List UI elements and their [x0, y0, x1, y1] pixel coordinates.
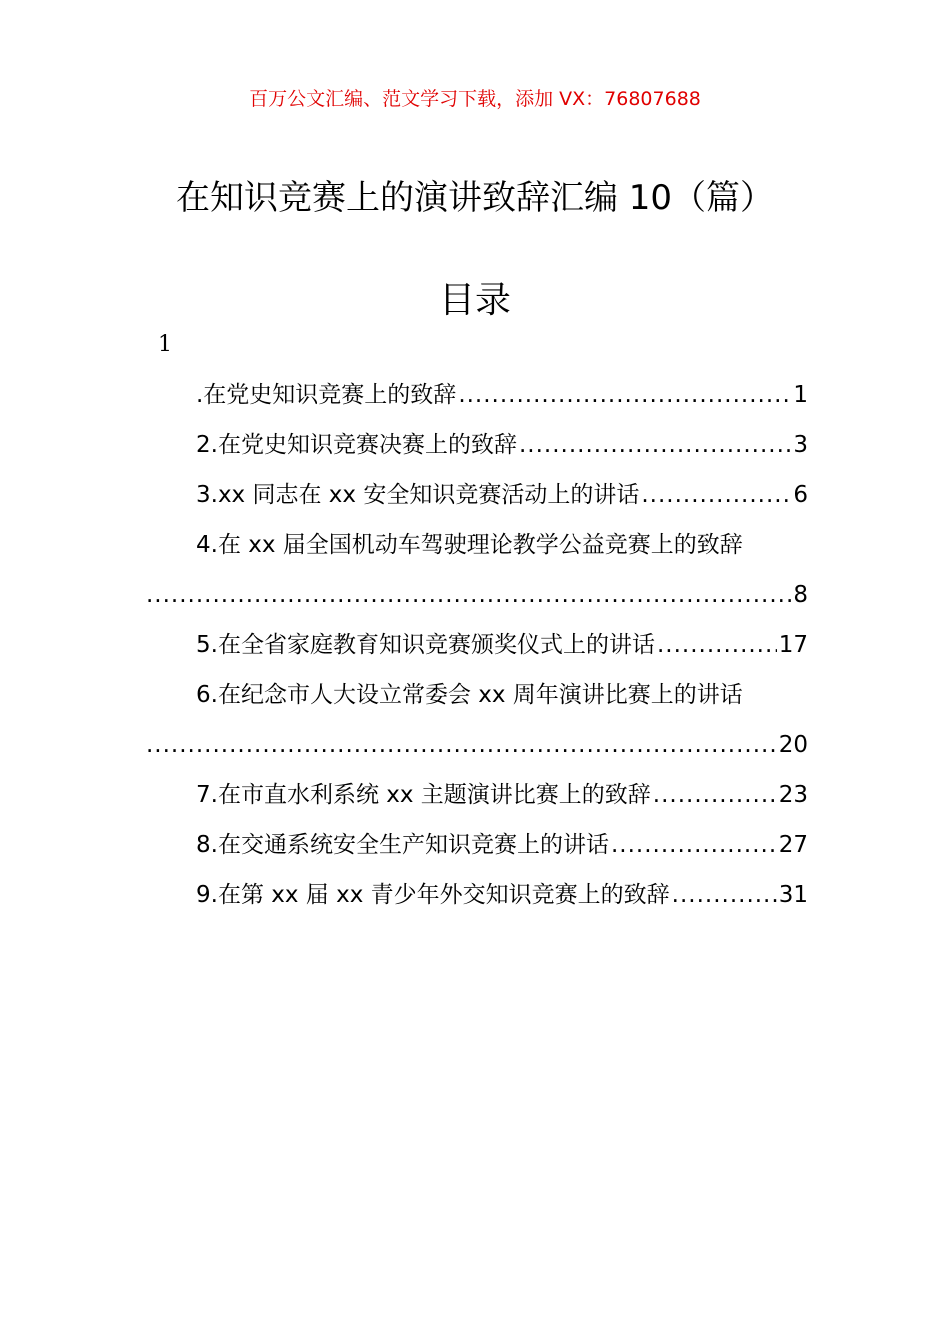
dot-leader	[672, 870, 777, 920]
header-notice: 百万公文汇编、范文学习下载，添加 VX：76807688	[249, 88, 701, 110]
dot-leader	[611, 820, 777, 870]
dot-leader	[657, 620, 777, 670]
toc-entry-title: 3.xx 同志在 xx 安全知识竞赛活动上的讲话	[196, 482, 640, 508]
toc-entry-page: 6	[793, 482, 808, 508]
toc-entry[interactable]	[196, 820, 808, 870]
dot-leader	[458, 370, 791, 420]
toc-entry-title: 5.在全省家庭教育知识竞赛颁奖仪式上的讲话	[196, 632, 655, 658]
dot-leader	[641, 470, 791, 520]
toc-entry[interactable]	[196, 370, 808, 420]
toc-entry-page: 20	[778, 732, 808, 758]
dot-leader	[146, 570, 791, 620]
toc-entry[interactable]	[196, 620, 808, 670]
toc-entry-page: 31	[778, 882, 808, 908]
toc-entry-page: 17	[778, 632, 808, 658]
stray-number: 1	[158, 332, 172, 357]
toc-entry[interactable]	[196, 470, 808, 520]
toc-entry-continuation[interactable]	[146, 720, 808, 770]
dot-leader	[146, 720, 777, 770]
toc-entry-title: 9.在第 xx 届 xx 青少年外交知识竞赛上的致辞	[196, 882, 670, 908]
toc-entry[interactable]	[196, 420, 808, 470]
toc-entry-title: 2.在党史知识竞赛决赛上的致辞	[196, 432, 517, 458]
toc-entry-title[interactable]: 6.在纪念市人大设立常委会 xx 周年演讲比赛上的讲话	[196, 682, 743, 708]
toc-entry-page: 1	[793, 382, 808, 408]
toc-entry-page: 27	[778, 832, 808, 858]
toc-entry-title: 8.在交通系统安全生产知识竞赛上的讲话	[196, 832, 609, 858]
dot-leader	[653, 770, 777, 820]
toc-heading: 目录	[438, 280, 511, 321]
toc-entry[interactable]	[196, 770, 808, 820]
toc-entry-page: 3	[793, 432, 808, 458]
toc-entry-title: .在党史知识竞赛上的致辞	[196, 382, 457, 408]
toc-entry-continuation[interactable]	[146, 570, 808, 620]
document-title: 在知识竞赛上的演讲致辞汇编 10（篇）	[175, 178, 775, 218]
toc-entry-title[interactable]: 4.在 xx 届全国机动车驾驶理论教学公益竞赛上的致辞	[196, 532, 743, 558]
toc-entry[interactable]	[196, 870, 808, 920]
toc-entry-page: 8	[793, 582, 808, 608]
toc-entry-page: 23	[778, 782, 808, 808]
dot-leader	[519, 420, 791, 470]
toc-entry-title: 7.在市直水利系统 xx 主题演讲比赛上的致辞	[196, 782, 651, 808]
